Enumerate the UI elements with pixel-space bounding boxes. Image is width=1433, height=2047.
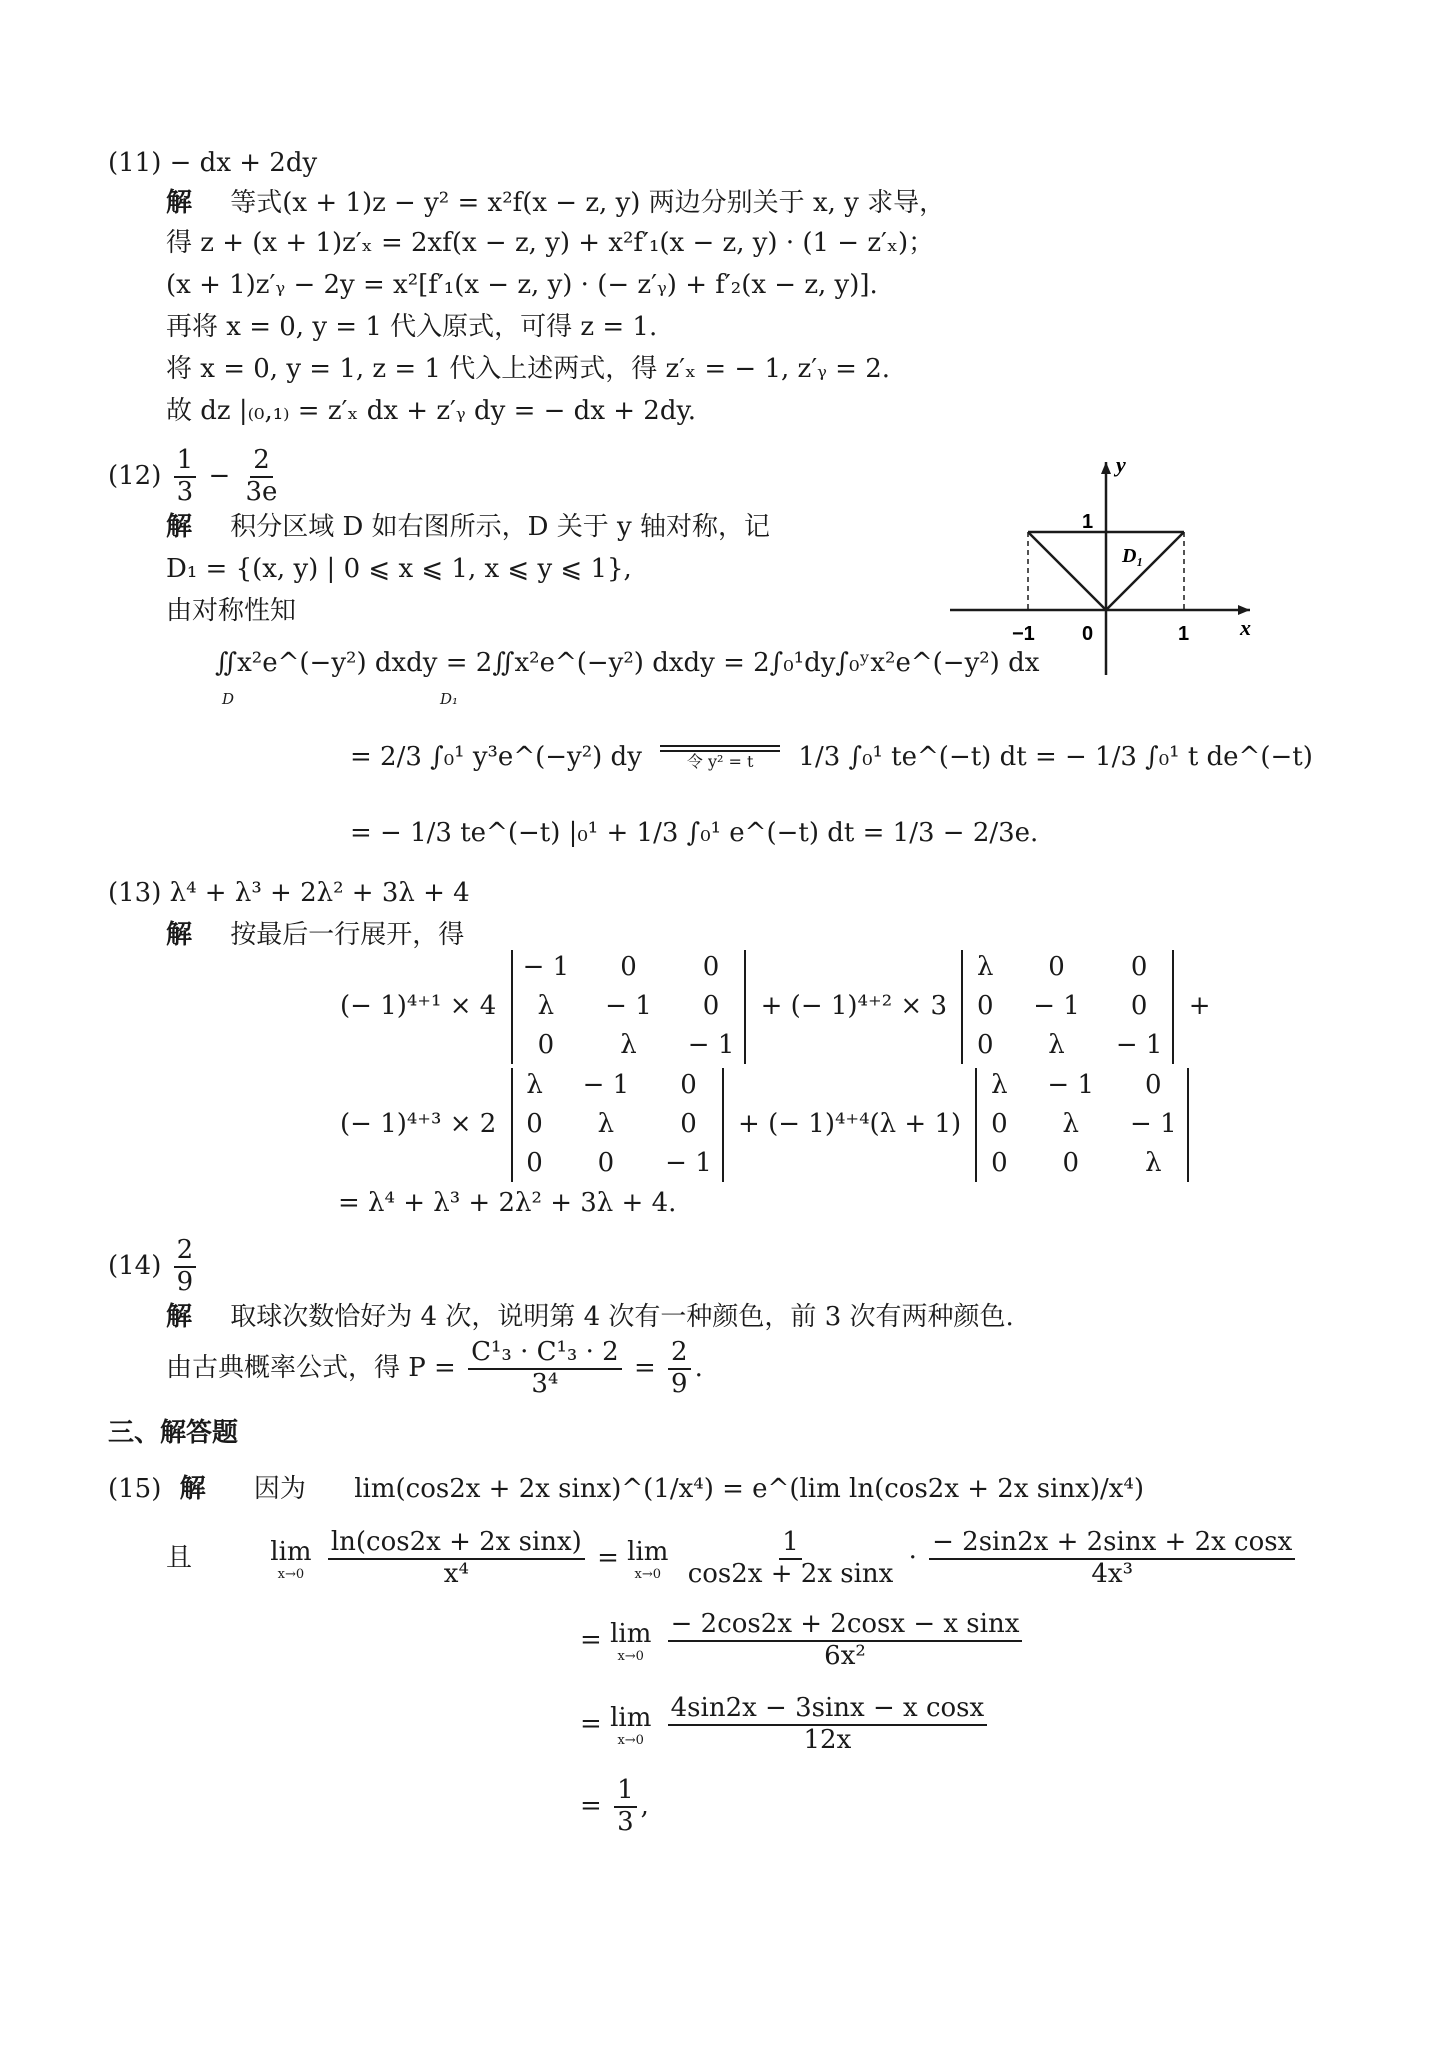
p15-because: 因为 [253, 1474, 306, 1504]
p15-lim3 [610, 1619, 651, 1663]
p12-ans-den2: 3e [245, 476, 278, 507]
matrix-cell: 0 [991, 1109, 1008, 1140]
matrix-cell: 0 [526, 1109, 543, 1140]
solution-mark: 解 [179, 1474, 206, 1504]
fig-origin: 0 [1082, 623, 1094, 645]
p15-frac3 [929, 1528, 1295, 1590]
p12-sub-d1: D₁ [440, 690, 459, 708]
region-figure [940, 450, 1260, 680]
p13-term1: (− 1)⁴⁺¹ × 4 [340, 990, 497, 1021]
p12-eq2-a: = 2/3 ∫₀¹ y³e^(−y²) dy [350, 742, 642, 772]
matrix-cell: − 1 [665, 1148, 712, 1179]
p12-line3: 由对称性知 [166, 596, 297, 626]
p11-line5: 将 x = 0, y = 1, z = 1 代入上述两式，得 z′ₓ = − 1, z′ᵧ = 2. [166, 354, 891, 384]
fig-y-label: y [1116, 452, 1126, 477]
p14-label: (14) [108, 1250, 162, 1281]
p12-line1 [166, 512, 770, 543]
p13-term2: + (− 1)⁴⁺² × 3 [760, 990, 947, 1021]
p15-line3 [580, 1610, 1026, 1672]
matrix-cell: λ [597, 1109, 615, 1140]
matrix-cell: 0 [597, 1148, 615, 1179]
p15-eq2: = [580, 1624, 602, 1655]
p15-dot: · [908, 1542, 917, 1573]
p15-frac5 [668, 1694, 988, 1756]
p14-prob-frac [468, 1338, 622, 1400]
p12-subst-text: 令 y² = t [686, 751, 754, 771]
p15-lim4 [610, 1703, 651, 1747]
solution-mark: 解 [166, 920, 193, 950]
matrix-cell: − 1 [1033, 991, 1080, 1022]
p14-eq: = [633, 1352, 656, 1383]
p15-f2-num: 1 [779, 1528, 802, 1560]
p15-line4 [580, 1694, 991, 1756]
p15-frac4 [668, 1610, 1023, 1672]
matrix-cell: 0 [702, 991, 720, 1022]
det-matrix-1 [511, 950, 747, 1064]
solution-mark: 解 [166, 188, 193, 218]
matrix-cell: − 1 [605, 991, 652, 1022]
p15-eq4: = [580, 1790, 602, 1821]
p13-result: = λ⁴ + λ³ + 2λ² + 3λ + 4. [338, 1188, 677, 1218]
p15-frac1 [328, 1528, 585, 1590]
p14-header [108, 1236, 200, 1298]
fig-d1-label: D₁ [1122, 545, 1144, 567]
matrix-cell: − 1 [1047, 1070, 1095, 1100]
matrix-cell: 0 [976, 1030, 994, 1061]
p12-sub-d: D [222, 690, 235, 708]
y-axis-arrow [1101, 462, 1111, 474]
lim-sub: x→0 [634, 1566, 662, 1582]
p13-row1 [340, 950, 1211, 1064]
p14-text2: 由古典概率公式，得 P = [166, 1352, 456, 1383]
p12-label: (12) [108, 460, 162, 491]
p12-eq2 [350, 742, 1313, 773]
fig-x-label: x [1240, 615, 1251, 640]
det-matrix-4 [975, 1068, 1188, 1182]
p13-term4: + (− 1)⁴⁺⁴(λ + 1) [738, 1108, 962, 1139]
p15-label: (15) [108, 1474, 162, 1504]
p14-res-den: 9 [671, 1368, 688, 1399]
section-heading: 三、解答题 [108, 1418, 239, 1448]
p15-tail: , [640, 1790, 649, 1821]
p14-line2 [166, 1338, 703, 1400]
x-axis-arrow [1238, 605, 1250, 615]
p15-qie: 且 [166, 1542, 193, 1573]
matrix-cell: λ [977, 952, 994, 982]
p15-eq3: = [580, 1708, 602, 1739]
p15-frac2 [685, 1528, 897, 1590]
p15-lim2 [627, 1537, 668, 1581]
det-matrix-3 [511, 1068, 724, 1182]
solution-mark: 解 [166, 1302, 193, 1332]
matrix-cell: 0 [620, 952, 637, 982]
lim-text: lim [610, 1702, 652, 1733]
p11-line1 [166, 188, 945, 219]
p15-f3-num: − 2sin2x + 2sinx + 2x cosx [929, 1528, 1295, 1560]
p14-prob-num: C¹₃ · C¹₃ · 2 [468, 1338, 622, 1370]
p12-substitution [660, 745, 780, 771]
p13-row2 [340, 1068, 1195, 1182]
p14-end: . [694, 1352, 703, 1383]
matrix-cell: 0 [1048, 952, 1065, 982]
p11-line4: 再将 x = 0, y = 1 代入原式，可得 z = 1. [166, 312, 658, 342]
p12-double-bar [660, 745, 780, 752]
matrix-cell: λ [1145, 1148, 1162, 1179]
p15-eq1: = [597, 1542, 619, 1573]
p13-text1: 按最后一行展开，得 [230, 920, 465, 950]
matrix-cell: 0 [1145, 1070, 1162, 1100]
p15-line2 [166, 1528, 1299, 1590]
matrix-cell: 0 [526, 1148, 543, 1179]
p14-line1 [166, 1302, 1014, 1333]
matrix-cell: λ [526, 1070, 543, 1100]
p15-text1: lim(cos2x + 2x sinx)^(1/x⁴) = e^(lim ln(cos2x + 2x sinx)/x⁴) [354, 1474, 1144, 1504]
p12-line2: D₁ = {(x, y) | 0 ⩽ x ⩽ 1, x ⩽ y ⩽ 1}, [166, 554, 632, 584]
p15-f5-num: 4sin2x − 3sinx − x cosx [668, 1694, 988, 1726]
p15-frac6 [614, 1776, 637, 1838]
p15-f2-den: cos2x + 2x sinx [687, 1558, 894, 1589]
p12-answer-frac2 [243, 446, 281, 508]
p14-answer [174, 1236, 197, 1298]
matrix-cell: 0 [1062, 1148, 1079, 1179]
p14-ans-den: 9 [176, 1266, 194, 1297]
fig-tick-neg1: −1 [1012, 623, 1035, 645]
matrix-cell: λ [1062, 1109, 1079, 1140]
p15-f3-den: 4x³ [1091, 1558, 1134, 1589]
matrix-cell: λ [620, 1030, 637, 1061]
p14-res-num: 2 [668, 1338, 691, 1370]
p15-f5-den: 12x [803, 1724, 852, 1755]
right-edge [1106, 532, 1184, 610]
lim-text: lim [627, 1536, 669, 1567]
lim-text: lim [270, 1536, 312, 1567]
matrix-cell: 0 [991, 1148, 1008, 1179]
p12-text1: 积分区域 D 如右图所示，D 关于 y 轴对称，记 [230, 512, 770, 542]
p13-plus: + [1188, 990, 1211, 1021]
p14-prob-den: 3⁴ [531, 1368, 559, 1399]
p15-f6-den: 3 [617, 1806, 634, 1837]
matrix-cell: 0 [680, 1070, 697, 1100]
p12-ans-den1: 3 [176, 476, 194, 507]
matrix-cell: 0 [1130, 952, 1148, 982]
p12-ans-num1: 1 [174, 446, 197, 478]
p12-header: (12) $\frac{1}{3}$ − $\frac{2}{3e}$ [108, 446, 284, 508]
matrix-cell: − 1 [687, 1030, 735, 1061]
p12-answer-frac1 [174, 446, 197, 508]
p12-eq3: = − 1/3 te^(−t) |₀¹ + 1/3 ∫₀¹ e^(−t) dt = 1/3 − 2/3e. [350, 818, 1039, 848]
p13-header: (13) λ⁴ + λ³ + 2λ² + 3λ + 4 [108, 878, 470, 908]
matrix-cell: − 1 [582, 1070, 630, 1100]
matrix-cell: λ [1048, 1030, 1065, 1061]
matrix-cell: − 1 [522, 952, 570, 982]
matrix-cell: 0 [976, 991, 994, 1022]
p11-line6: 故 dz |₍₀,₁₎ = z′ₓ dx + z′ᵧ dy = − dx + 2dy. [166, 396, 696, 426]
lim-sub: x→0 [277, 1566, 305, 1582]
p15-f6-num: 1 [614, 1776, 637, 1808]
lim-sub: x→0 [617, 1732, 644, 1748]
p12-eq2-b: 1/3 ∫₀¹ te^(−t) dt = − 1/3 ∫₀¹ t de^(−t) [798, 742, 1313, 772]
matrix-cell: − 1 [1130, 1109, 1177, 1140]
solution-mark: 解 [166, 512, 193, 542]
p15-f4-den: 6x² [824, 1640, 866, 1671]
p14-ans-num: 2 [174, 1236, 197, 1268]
p15-lim1 [270, 1537, 311, 1581]
matrix-cell: 0 [702, 952, 720, 982]
p15-f4-num: − 2cos2x + 2cosx − x sinx [668, 1610, 1023, 1642]
p13-term3: (− 1)⁴⁺³ × 2 [340, 1108, 497, 1139]
p15-line1 [108, 1474, 1144, 1505]
fig-tick-x1: 1 [1178, 623, 1190, 645]
matrix-cell: λ [537, 991, 555, 1022]
left-edge [1028, 532, 1106, 610]
p15-f1-num: ln(cos2x + 2x sinx) [328, 1528, 585, 1560]
p15-f1-den: x⁴ [443, 1558, 469, 1589]
matrix-cell: 0 [680, 1109, 697, 1140]
p11-line3: (x + 1)z′ᵧ − 2y = x²[f′₁(x − z, y) · (− z′ᵧ) + f′₂(x − z, y)]. [166, 270, 878, 300]
p11-text1: 等式(x + 1)z − y² = x²f(x − z, y) 两边分别关于 x, y 求导， [230, 188, 946, 218]
p14-result-frac [668, 1338, 691, 1400]
lim-text: lim [610, 1618, 652, 1649]
p13-line1 [166, 920, 464, 951]
fig-tick-y1: 1 [1082, 511, 1094, 533]
p14-text1: 取球次数恰好为 4 次，说明第 4 次有一种颜色，前 3 次有两种颜色. [230, 1302, 1014, 1332]
matrix-cell: 0 [1130, 991, 1148, 1022]
p15-line5 [580, 1776, 649, 1838]
matrix-cell: λ [991, 1070, 1008, 1100]
matrix-cell: − 1 [1115, 1030, 1163, 1061]
p11-line2: 得 z + (x + 1)z′ₓ = 2xf(x − z, y) + x²f′₁(x − z, y) · (1 − z′ₓ)； [166, 228, 935, 258]
det-matrix-2 [961, 950, 1174, 1064]
lim-sub: x→0 [617, 1648, 644, 1664]
p12-ans-num2: 2 [250, 446, 273, 478]
p11-header: (11) − dx + 2dy [108, 148, 318, 178]
matrix-cell: 0 [537, 1030, 555, 1061]
p12-eq1: ∬x²e^(−y²) dxdy = 2∬x²e^(−y²) dxdy = 2∫₀¹dy∫₀ʸx²e^(−y²) dx [215, 648, 1040, 678]
